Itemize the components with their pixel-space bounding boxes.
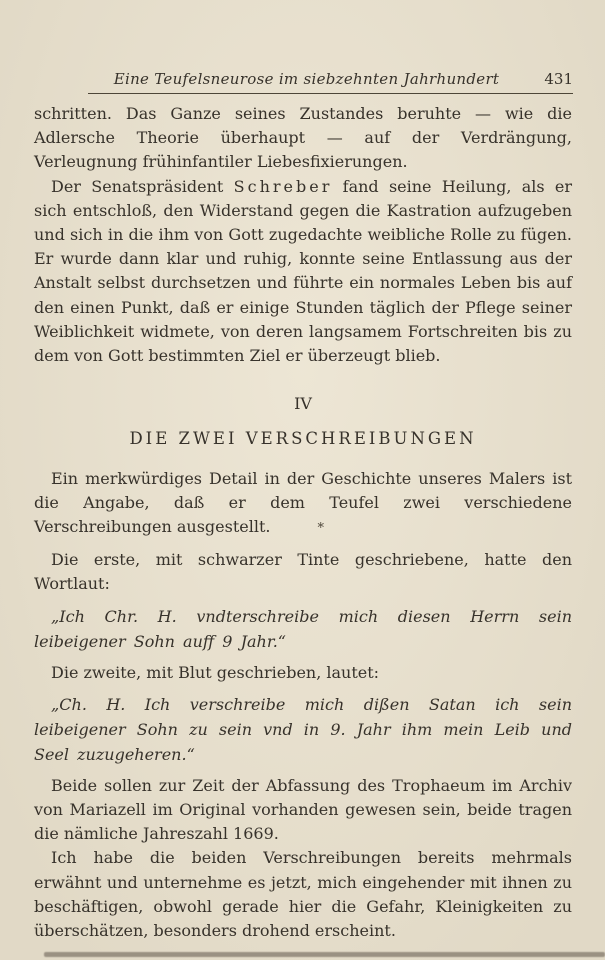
footnote-asterisk: * (317, 521, 324, 537)
quotation-first-bond: „Ich Chr. H. vndterschreibe mich diesen Herrn sein leibeigener Sohn auff 9 Jahr.“ (34, 606, 572, 651)
paragraph-continuation: schritten. Das Ganze seines Zustandes beruhte — wie die Adlersche Theorie überhaupt — auf der Verdrängung, Verleugnung frühinfantiler Liebesfixierungen. (34, 104, 572, 172)
paragraph: Die zweite, mit Blut geschrieben, lautet: (51, 662, 380, 682)
paragraph (34, 467, 572, 542)
running-title: Eine Teufelsneurose im siebzehnten Jahrhundert (113, 70, 500, 88)
paragraph: Ich habe die beiden Verschreibungen bereits mehrmals erwähnt und unternehme es jetzt, mich eingehender mit ihnen zu beschäftigen, obwohl gerade hier die Gefahr, Kleinigkeiten zu überschätzen, besonders drohend erscheint. (34, 848, 572, 941)
scan-edge-shadow (44, 952, 605, 957)
paragraph-text: Ein merkwürdiges Detail in der Geschichte unseres Malers ist die Angabe, daß er dem Teufel zwei verschiedene Verschreibungen ausgestellt. (34, 468, 572, 537)
paragraph-text: fand seine Heilung, als er sich entschloß, den Widerstand gegen die Kastration aufzugeben und sich in die ihm von Gott zugedachte weibliche Rolle zu fügen. Er wurde dann klar und ruhig, konnte seine Entlassung aus der Anstalt selbst durchsetzen und führte ein normales Leben bis auf den einen Punkt, daß er einige Stunden täglich der Pflege seiner Weiblichkeit widmete, von deren langsamem Fortschreiten bis zu dem von Gott bestimmten Ziel er überzeugt blieb. (34, 176, 572, 366)
paragraph: Beide sollen zur Zeit der Abfassung des Trophaeum im Archiv von Mariazell im Original vorhanden gewesen sein, beide tragen die nämliche Jahreszahl 1669. (34, 775, 572, 844)
page-body-text (34, 102, 572, 943)
paragraph-text: Der Senatspräsident (51, 176, 234, 196)
paragraph (34, 175, 572, 369)
section-title: DIE ZWEI VERSCHREIBUNGEN (129, 429, 477, 449)
running-header (88, 70, 573, 94)
paragraph: Die erste, mit schwarzer Tinte geschriebene, hatte den Wortlaut: (34, 550, 572, 594)
quotation-second-bond: „Ch. H. Ich verschreibe mich dißen Satan ich sein leibeigener Sohn zu sein vnd in 9. Jahr ihm mein Leib und Seel zuzugeheren.“ (34, 694, 572, 764)
page-number: 431 (544, 70, 573, 88)
section-number: IV (294, 394, 312, 414)
person-name-schreber: Schreber (233, 176, 333, 196)
